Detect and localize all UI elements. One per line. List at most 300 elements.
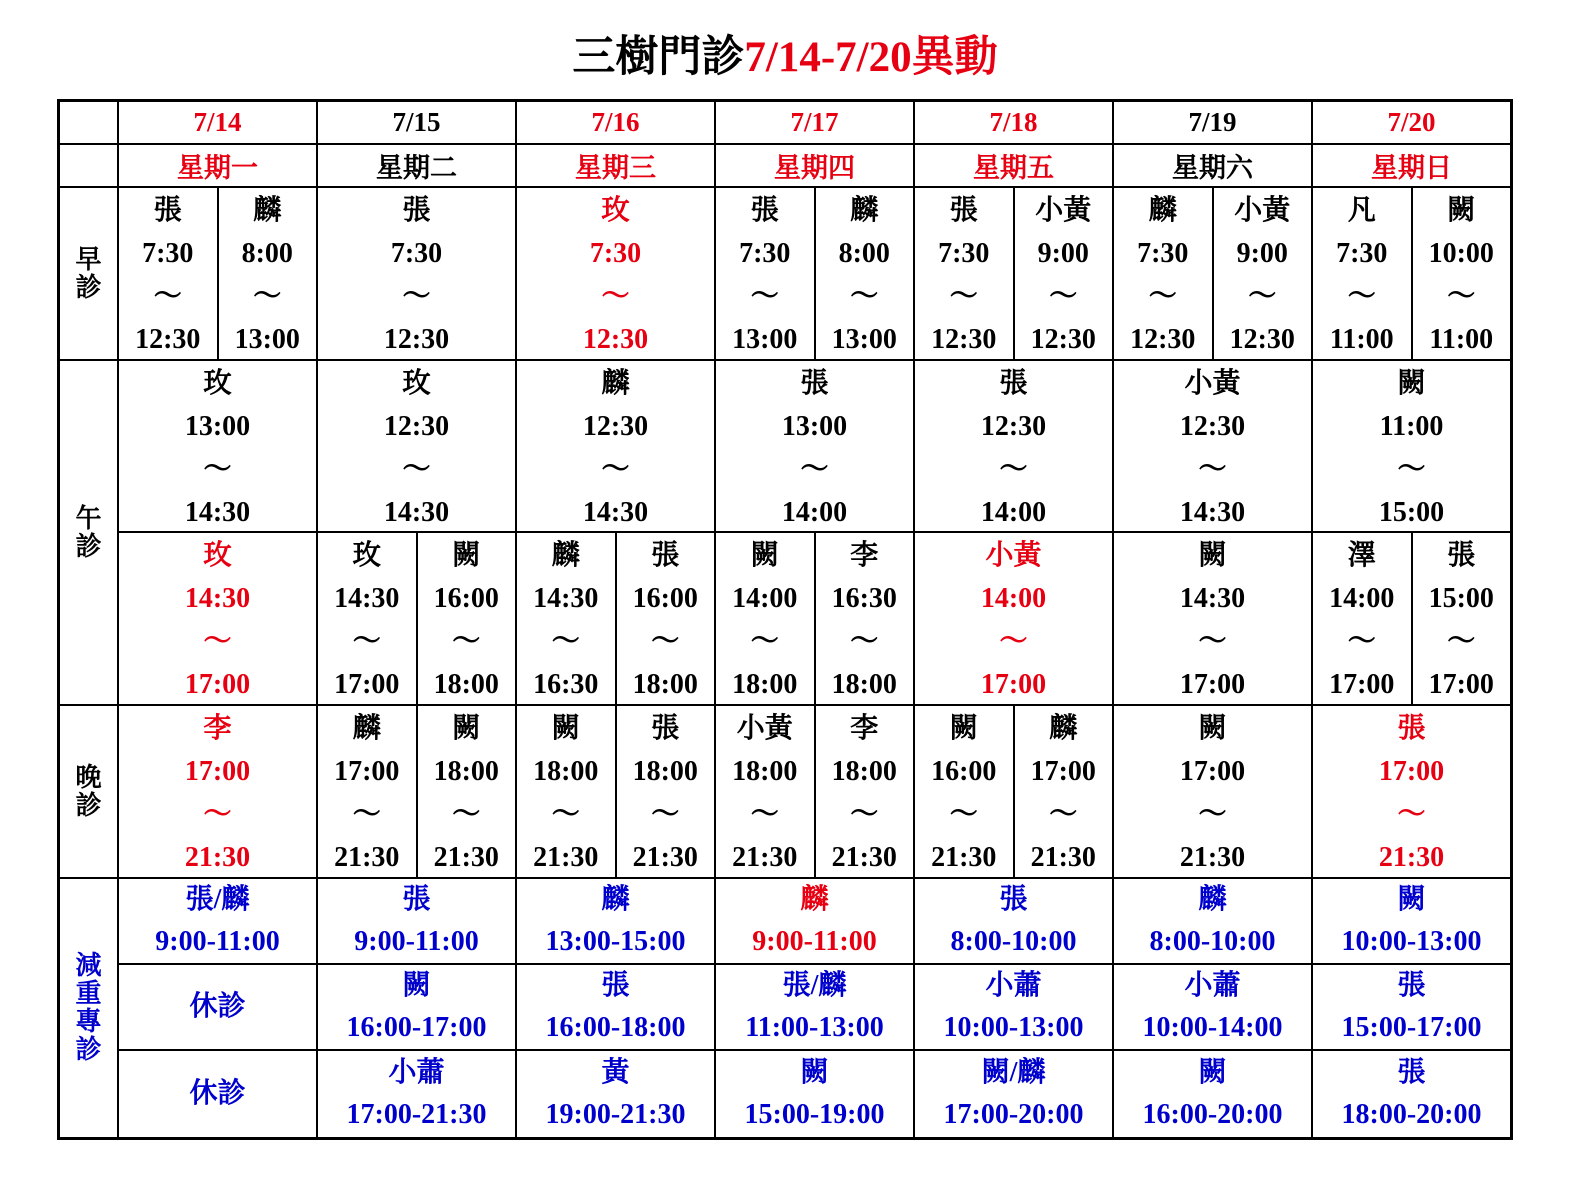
shift-start-time: 10:00	[1428, 238, 1494, 269]
weight-loss-hours: 17:00-20:00	[943, 1099, 1084, 1130]
shift-end-time: 13:00	[831, 324, 897, 355]
weight-loss-doctor: 張	[1397, 1057, 1426, 1088]
session-label-text: 午診	[75, 503, 102, 561]
shift-end-time: 14:30	[184, 497, 251, 528]
doctor-name: 麟	[1049, 713, 1078, 744]
doctor-slot	[1013, 188, 1113, 359]
weight-loss-cell	[517, 879, 714, 963]
shift-separator: ～	[601, 281, 630, 312]
shift-separator: ～	[1198, 454, 1227, 485]
shift-end-time: 13:00	[732, 324, 798, 355]
weight-loss-cell	[318, 965, 515, 1049]
weight-loss-doctor: 休診	[189, 991, 246, 1022]
doctor-name: 張	[1397, 713, 1426, 744]
doctor-slot	[915, 361, 1112, 531]
date-cell: 7/19	[1114, 102, 1311, 143]
title-change-range: 7/14-7/20異動	[744, 34, 998, 81]
corner-cell-weekday	[60, 145, 117, 186]
doctor-slot	[517, 706, 615, 877]
shift-end-time: 18:00	[831, 669, 897, 700]
shift-end-time: 21:30	[732, 842, 798, 873]
doctor-name: 玫	[402, 368, 431, 399]
doctor-slot	[517, 533, 615, 704]
shift-start-time: 17:00	[1030, 756, 1096, 787]
weight-loss-cell	[318, 879, 515, 963]
doctor-slot	[517, 188, 714, 359]
shift-cell	[119, 361, 316, 531]
shift-start-time: 12:30	[980, 411, 1047, 442]
shift-cell	[915, 706, 1112, 877]
shift-start-time: 13:00	[184, 411, 251, 442]
doctor-slot	[1313, 188, 1411, 359]
shift-end-time: 12:30	[1229, 324, 1295, 355]
shift-cell	[119, 533, 316, 704]
shift-separator: ～	[352, 799, 381, 830]
shift-end-time: 14:30	[582, 497, 649, 528]
weight-loss-doctor: 張/麟	[782, 970, 847, 1001]
doctor-slot	[814, 533, 914, 704]
doctor-slot	[615, 706, 715, 877]
weekday-cell: 星期五	[915, 145, 1112, 186]
doctor-slot	[1411, 188, 1511, 359]
shift-start-time: 18:00	[732, 756, 798, 787]
doctor-slot	[915, 706, 1013, 877]
doctor-name: 凡	[1347, 195, 1376, 226]
shift-separator: ～	[800, 454, 829, 485]
doctor-name: 李	[850, 540, 879, 571]
shift-end-time: 17:00	[1428, 669, 1494, 700]
weight-loss-doctor: 張	[402, 884, 431, 915]
weight-loss-hours: 16:00-17:00	[346, 1012, 487, 1043]
shift-end-time: 21:30	[632, 842, 698, 873]
shift-start-time: 7:30	[938, 238, 990, 269]
shift-start-time: 12:30	[1179, 411, 1246, 442]
doctor-slot	[1114, 188, 1212, 359]
shift-end-time: 17:00	[980, 669, 1047, 700]
shift-start-time: 17:00	[1179, 756, 1246, 787]
shift-end-time: 15:00	[1378, 497, 1445, 528]
doctor-name: 麟	[1148, 195, 1177, 226]
shift-separator: ～	[1397, 454, 1426, 485]
shift-separator: ～	[402, 281, 431, 312]
shift-cell	[318, 361, 515, 531]
weight-loss-cell	[915, 965, 1112, 1049]
doctor-slot	[217, 188, 317, 359]
shift-separator: ～	[352, 626, 381, 657]
shift-start-time: 11:00	[1379, 411, 1444, 442]
session-label-text: 減重專診	[75, 951, 102, 1064]
weight-loss-cell	[915, 1051, 1112, 1137]
shift-separator: ～	[1198, 799, 1227, 830]
doctor-slot	[1313, 706, 1510, 877]
shift-cell	[517, 188, 714, 359]
doctor-name: 玫	[601, 195, 630, 226]
weight-loss-cell	[716, 965, 913, 1049]
weight-loss-hours: 10:00-14:00	[1142, 1012, 1283, 1043]
shift-end-time: 21:30	[1030, 842, 1096, 873]
weight-loss-cell	[1313, 879, 1510, 963]
shift-cell	[915, 361, 1112, 531]
doctor-slot	[615, 533, 715, 704]
shift-cell	[318, 533, 515, 704]
shift-separator: ～	[452, 626, 481, 657]
doctor-name: 闕	[551, 713, 580, 744]
doctor-name: 張	[949, 195, 978, 226]
doctor-slot	[318, 706, 416, 877]
shift-end-time: 21:30	[433, 842, 499, 873]
shift-start-time: 7:30	[1137, 238, 1189, 269]
shift-separator: ～	[203, 626, 232, 657]
doctor-name: 張	[651, 540, 680, 571]
shift-end-time: 21:30	[1179, 842, 1246, 873]
weight-loss-cell	[517, 1051, 714, 1137]
shift-end-time: 17:00	[334, 669, 400, 700]
shift-end-time: 21:30	[533, 842, 599, 873]
date-cell: 7/16	[517, 102, 714, 143]
shift-separator: ～	[253, 281, 282, 312]
weight-loss-hours: 17:00-21:30	[346, 1099, 487, 1130]
doctor-slot	[318, 188, 515, 359]
doctor-name: 小黃	[1234, 195, 1291, 226]
doctor-name: 闕	[949, 713, 978, 744]
shift-separator: ～	[1447, 626, 1476, 657]
shift-cell	[716, 706, 913, 877]
date-cell: 7/18	[915, 102, 1112, 143]
schedule-table	[57, 99, 1513, 1140]
doctor-name: 張	[750, 195, 779, 226]
shift-start-time: 14:30	[1179, 583, 1246, 614]
weight-loss-doctor: 張	[601, 970, 630, 1001]
weight-loss-doctor: 張/麟	[185, 884, 250, 915]
doctor-slot	[416, 533, 516, 704]
weight-loss-hours: 13:00-15:00	[545, 926, 686, 957]
shift-separator: ～	[850, 799, 879, 830]
weight-loss-doctor: 張	[999, 884, 1028, 915]
shift-start-time: 12:30	[383, 411, 450, 442]
shift-separator: ～	[601, 454, 630, 485]
shift-start-time: 18:00	[831, 756, 897, 787]
doctor-slot	[716, 188, 814, 359]
shift-start-time: 16:30	[831, 583, 897, 614]
shift-separator: ～	[402, 454, 431, 485]
doctor-name: 張	[153, 195, 182, 226]
shift-start-time: 16:00	[433, 583, 499, 614]
shift-separator: ～	[651, 626, 680, 657]
page-title	[57, 32, 1513, 84]
doctor-slot	[814, 188, 914, 359]
shift-start-time: 18:00	[433, 756, 499, 787]
shift-start-time: 7:30	[739, 238, 791, 269]
shift-separator: ～	[551, 626, 580, 657]
date-cell: 7/20	[1313, 102, 1510, 143]
weight-loss-cell	[318, 1051, 515, 1137]
shift-start-time: 7:30	[142, 238, 194, 269]
shift-separator: ～	[850, 626, 879, 657]
shift-end-time: 18:00	[433, 669, 499, 700]
doctor-slot	[416, 706, 516, 877]
doctor-slot	[1114, 533, 1311, 704]
shift-end-time: 16:30	[533, 669, 599, 700]
session-label-morning	[60, 188, 117, 359]
weight-loss-doctor: 闕/麟	[981, 1057, 1046, 1088]
doctor-name: 小黃	[736, 713, 793, 744]
shift-start-time: 7:30	[1336, 238, 1388, 269]
shift-cell	[517, 706, 714, 877]
weight-loss-doctor: 黃	[601, 1057, 630, 1088]
shift-start-time: 13:00	[781, 411, 848, 442]
shift-cell	[1114, 188, 1311, 359]
weight-loss-hours: 8:00-10:00	[1149, 926, 1276, 957]
shift-separator: ～	[999, 454, 1028, 485]
weekday-cell: 星期日	[1313, 145, 1510, 186]
weekday-cell: 星期三	[517, 145, 714, 186]
weight-loss-cell	[517, 965, 714, 1049]
doctor-name: 闕	[452, 713, 481, 744]
shift-separator: ～	[1447, 281, 1476, 312]
weight-loss-hours: 9:00-11:00	[155, 926, 280, 957]
shift-separator: ～	[203, 799, 232, 830]
shift-cell	[1313, 533, 1510, 704]
shift-cell	[318, 188, 515, 359]
shift-start-time: 14:00	[1329, 583, 1395, 614]
doctor-name: 澤	[1347, 540, 1376, 571]
weight-loss-doctor: 麟	[800, 884, 829, 915]
weekday-cell: 星期二	[318, 145, 515, 186]
doctor-slot	[1313, 361, 1510, 531]
shift-separator: ～	[153, 281, 182, 312]
weight-loss-hours: 15:00-17:00	[1341, 1012, 1482, 1043]
doctor-slot	[814, 706, 914, 877]
shift-separator: ～	[750, 626, 779, 657]
shift-end-time: 14:30	[1179, 497, 1246, 528]
shift-start-time: 14:00	[732, 583, 798, 614]
shift-separator: ～	[999, 626, 1028, 657]
shift-end-time: 12:30	[931, 324, 997, 355]
shift-start-time: 17:00	[334, 756, 400, 787]
shift-separator: ～	[1148, 281, 1177, 312]
shift-separator: ～	[203, 454, 232, 485]
shift-cell	[1313, 188, 1510, 359]
shift-start-time: 8:00	[241, 238, 293, 269]
weight-loss-hours: 9:00-11:00	[354, 926, 479, 957]
shift-start-time: 7:30	[589, 238, 642, 269]
doctor-name: 張	[800, 368, 829, 399]
shift-end-time: 13:00	[234, 324, 300, 355]
shift-separator: ～	[1347, 281, 1376, 312]
doctor-name: 闕	[1397, 368, 1426, 399]
doctor-name: 玫	[203, 368, 232, 399]
shift-start-time: 9:00	[1037, 238, 1089, 269]
shift-separator: ～	[949, 799, 978, 830]
shift-start-time: 17:00	[184, 756, 251, 787]
doctor-name: 玫	[352, 540, 381, 571]
date-cell: 7/17	[716, 102, 913, 143]
shift-start-time: 14:30	[533, 583, 599, 614]
shift-separator: ～	[551, 799, 580, 830]
doctor-slot	[915, 533, 1112, 704]
shift-end-time: 14:00	[980, 497, 1047, 528]
shift-end-time: 21:30	[334, 842, 400, 873]
shift-cell	[517, 361, 714, 531]
shift-start-time: 14:30	[184, 583, 251, 614]
shift-start-time: 17:00	[1378, 756, 1445, 787]
doctor-slot	[119, 361, 316, 531]
weight-loss-doctor: 麟	[601, 884, 630, 915]
shift-cell	[517, 533, 714, 704]
weight-loss-hours: 8:00-10:00	[950, 926, 1077, 957]
doctor-name: 張	[999, 368, 1028, 399]
shift-cell	[716, 188, 913, 359]
doctor-slot	[1114, 706, 1311, 877]
doctor-slot	[119, 188, 217, 359]
shift-cell	[119, 706, 316, 877]
weight-loss-hours: 16:00-20:00	[1142, 1099, 1283, 1130]
doctor-slot	[318, 533, 416, 704]
weight-loss-cell	[1114, 965, 1311, 1049]
doctor-name: 麟	[551, 540, 580, 571]
doctor-name: 張	[1447, 540, 1476, 571]
doctor-name: 小黃	[985, 540, 1042, 571]
weight-loss-cell	[119, 879, 316, 963]
weight-loss-cell	[716, 1051, 913, 1137]
shift-start-time: 18:00	[632, 756, 698, 787]
shift-end-time: 21:30	[931, 842, 997, 873]
session-label-weight-loss	[60, 879, 117, 1137]
shift-start-time: 8:00	[838, 238, 890, 269]
shift-separator: ～	[1049, 799, 1078, 830]
weekday-cell: 星期四	[716, 145, 913, 186]
doctor-slot	[1114, 361, 1311, 531]
doctor-name: 李	[850, 713, 879, 744]
weight-loss-hours: 15:00-19:00	[744, 1099, 885, 1130]
shift-separator: ～	[452, 799, 481, 830]
doctor-name: 麟	[850, 195, 879, 226]
shift-cell	[1114, 361, 1311, 531]
shift-end-time: 12:30	[582, 324, 649, 355]
shift-cell	[915, 533, 1112, 704]
doctor-name: 闕	[452, 540, 481, 571]
weight-loss-doctor: 小蕭	[388, 1057, 445, 1088]
shift-end-time: 17:00	[1179, 669, 1246, 700]
shift-start-time: 9:00	[1236, 238, 1288, 269]
shift-cell	[1114, 533, 1311, 704]
doctor-name: 闕	[1447, 195, 1476, 226]
weight-loss-hours: 16:00-18:00	[545, 1012, 686, 1043]
shift-end-time: 12:30	[1130, 324, 1196, 355]
weight-loss-cell	[1114, 1051, 1311, 1137]
shift-cell	[1313, 706, 1510, 877]
shift-end-time: 12:30	[135, 324, 201, 355]
shift-end-time: 17:00	[1329, 669, 1395, 700]
doctor-slot	[915, 188, 1013, 359]
shift-end-time: 17:00	[184, 669, 251, 700]
weight-loss-doctor: 小蕭	[1184, 970, 1241, 1001]
weight-loss-doctor: 闕	[800, 1057, 829, 1088]
weight-loss-doctor: 闕	[402, 970, 431, 1001]
session-label-evening	[60, 706, 117, 877]
shift-separator: ～	[651, 799, 680, 830]
doctor-slot	[119, 706, 316, 877]
doctor-slot	[517, 361, 714, 531]
shift-cell	[1313, 361, 1510, 531]
shift-end-time: 18:00	[632, 669, 698, 700]
doctor-slot	[119, 533, 316, 704]
session-label-afternoon	[60, 361, 117, 704]
weight-loss-doctor: 小蕭	[985, 970, 1042, 1001]
session-label-text: 晚診	[75, 762, 102, 820]
doctor-name: 李	[203, 713, 232, 744]
shift-end-time: 18:00	[732, 669, 798, 700]
shift-start-time: 18:00	[533, 756, 599, 787]
shift-separator: ～	[1248, 281, 1277, 312]
doctor-slot	[716, 533, 814, 704]
doctor-slot	[1212, 188, 1312, 359]
doctor-name: 闕	[1198, 713, 1227, 744]
shift-end-time: 11:00	[1329, 324, 1394, 355]
shift-separator: ～	[750, 799, 779, 830]
weight-loss-doctor: 闕	[1397, 884, 1426, 915]
shift-cell	[716, 361, 913, 531]
weight-loss-hours: 10:00-13:00	[1341, 926, 1482, 957]
date-cell: 7/15	[318, 102, 515, 143]
shift-start-time: 14:30	[334, 583, 400, 614]
doctor-name: 麟	[352, 713, 381, 744]
shift-start-time: 14:00	[980, 583, 1047, 614]
doctor-slot	[716, 361, 913, 531]
shift-cell	[119, 188, 316, 359]
corner-cell-date	[60, 102, 117, 143]
weight-loss-hours: 11:00-13:00	[745, 1012, 884, 1043]
doctor-name: 玫	[203, 540, 232, 571]
shift-end-time: 12:30	[1030, 324, 1096, 355]
shift-end-time: 21:30	[1378, 842, 1445, 873]
weight-loss-cell	[119, 965, 316, 1049]
shift-start-time: 7:30	[390, 238, 443, 269]
doctor-name: 小黃	[1184, 368, 1241, 399]
shift-separator: ～	[949, 281, 978, 312]
weight-loss-cell	[1313, 1051, 1510, 1137]
doctor-name: 小黃	[1035, 195, 1092, 226]
doctor-name: 闕	[1198, 540, 1227, 571]
weight-loss-cell	[119, 1051, 316, 1137]
doctor-slot	[1411, 533, 1511, 704]
weight-loss-cell	[1313, 965, 1510, 1049]
shift-end-time: 21:30	[831, 842, 897, 873]
weight-loss-cell	[716, 879, 913, 963]
shift-start-time: 15:00	[1428, 583, 1494, 614]
shift-separator: ～	[850, 281, 879, 312]
weekday-cell: 星期六	[1114, 145, 1311, 186]
weekday-cell: 星期一	[119, 145, 316, 186]
session-label-text: 早診	[75, 244, 102, 302]
shift-end-time: 12:30	[383, 324, 450, 355]
doctor-slot	[716, 706, 814, 877]
shift-start-time: 12:30	[582, 411, 649, 442]
weight-loss-hours: 10:00-13:00	[943, 1012, 1084, 1043]
shift-start-time: 16:00	[632, 583, 698, 614]
title-clinic-name: 三樹門診	[572, 34, 745, 81]
shift-separator: ～	[750, 281, 779, 312]
date-cell: 7/14	[119, 102, 316, 143]
shift-cell	[1114, 706, 1311, 877]
weight-loss-hours: 19:00-21:30	[545, 1099, 686, 1130]
weight-loss-cell	[1114, 879, 1311, 963]
weight-loss-doctor: 闕	[1198, 1057, 1227, 1088]
shift-separator: ～	[1198, 626, 1227, 657]
doctor-name: 闕	[750, 540, 779, 571]
shift-separator: ～	[1347, 626, 1376, 657]
shift-end-time: 14:30	[383, 497, 450, 528]
